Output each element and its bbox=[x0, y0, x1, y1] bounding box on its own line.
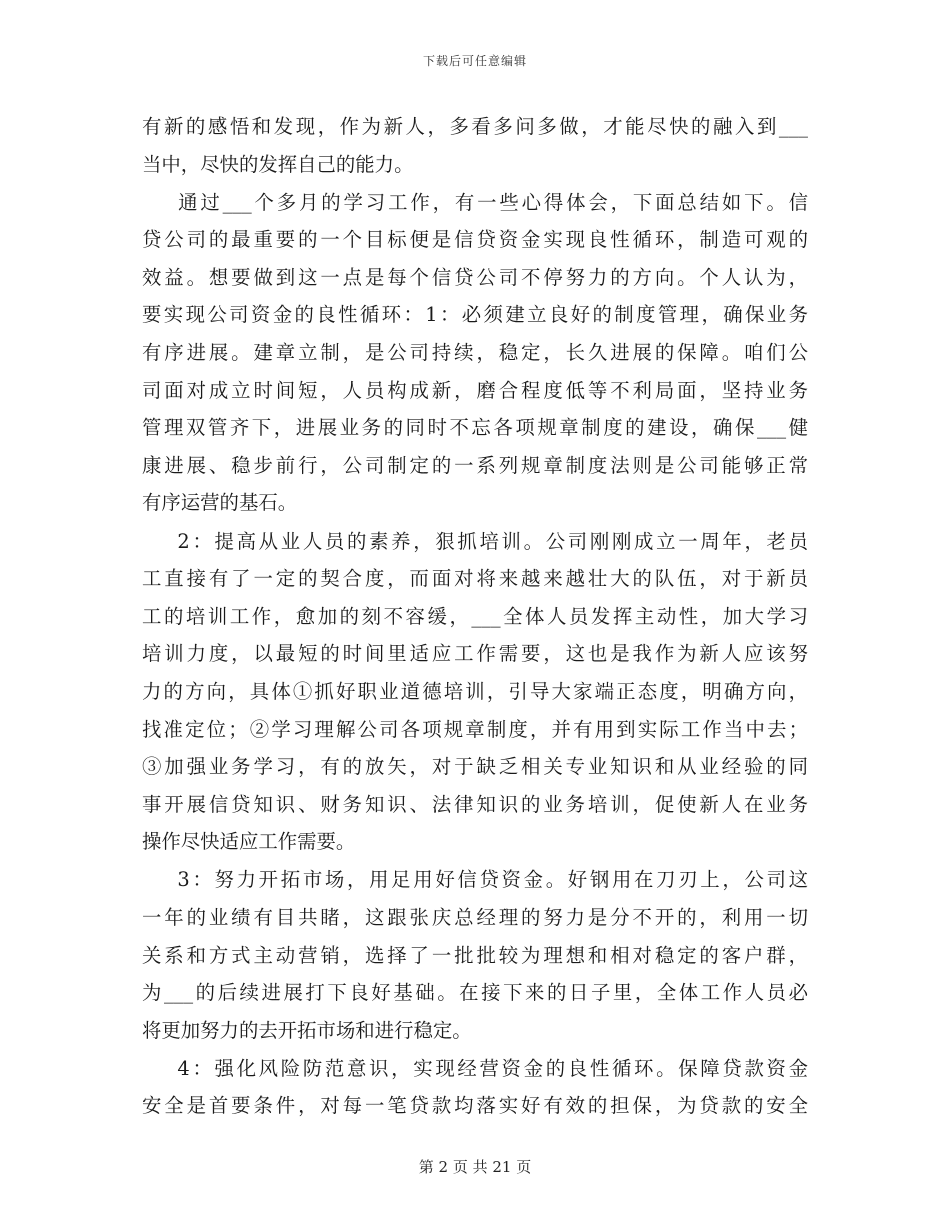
text-line: 司面对成立时间短，人员构成新，磨合程度低等不利局面，坚持业务 bbox=[142, 378, 808, 402]
text-line: 通过___个多月的学习工作，有一些心得体会，下面总结如下。信 bbox=[142, 190, 808, 214]
paragraph-4 bbox=[142, 861, 808, 1049]
text-line: 有序运营的基石。 bbox=[142, 491, 298, 515]
text-line: 贷公司的最重要的一个目标便是信贷资金实现良性循环，制造可观的 bbox=[142, 228, 808, 252]
paragraph-5 bbox=[142, 1050, 808, 1125]
text-line: 关系和方式主动营销，选择了一批批较为理想和相对稳定的客户群， bbox=[142, 943, 808, 967]
text-line: 一年的业绩有目共睹，这跟张庆总经理的努力是分不开的，利用一切 bbox=[142, 905, 808, 929]
text-line: 将更加努力的去开拓市场和进行稳定。 bbox=[142, 1018, 472, 1042]
text-line: 3：努力开拓市场，用足用好信贷资金。好钢用在刀刃上，公司这 bbox=[142, 868, 808, 892]
page-number-footer: 第 2 页 共 21 页 bbox=[418, 1158, 532, 1176]
document-body bbox=[142, 108, 808, 1126]
text-line: 有序进展。建章立制，是公司持续，稳定，长久进展的保障。咱们公 bbox=[142, 341, 808, 365]
text-line: 事开展信贷知识、财务知识、法律知识的业务培训，促使新人在业务 bbox=[142, 792, 808, 816]
text-line: 有新的感悟和发现，作为新人，多看多问多做，才能尽快的融入到___ bbox=[142, 115, 808, 138]
text-line: 为___的后续进展打下良好基础。在接下来的日子里，全体工作人员必 bbox=[142, 981, 808, 1005]
text-line: 康进展、稳步前行，公司制定的一系列规章制度法则是公司能够正常 bbox=[142, 453, 808, 477]
text-line: 安全是首要条件，对每一笔贷款均落实好有效的担保，为贷款的安全 bbox=[142, 1094, 808, 1118]
text-line: 培训力度，以最短的时间里适应工作需要，这也是我作为新人应该努 bbox=[142, 642, 808, 666]
text-line: 当中，尽快的发挥自己的能力。 bbox=[142, 152, 414, 176]
text-line: 找准定位；②学习理解公司各项规章制度，并有用到实际工作当中去； bbox=[142, 717, 808, 741]
page-header: 下载后可任意编辑 bbox=[422, 54, 527, 68]
text-line: 操作尽快适应工作需要。 bbox=[142, 830, 356, 854]
text-line: 工的培训工作，愈加的刻不容缓，___全体人员发挥主动性，加大学习 bbox=[142, 604, 808, 628]
text-line: ③加强业务学习，有的放矢，对于缺乏相关专业知识和从业经验的同 bbox=[142, 755, 808, 779]
paragraph-3 bbox=[142, 523, 808, 861]
text-line: 4：强化风险防范意识，实现经营资金的良性循环。保障贷款资金 bbox=[142, 1056, 808, 1080]
text-line: 力的方向，具体①抓好职业道德培训，引导大家端正态度，明确方向， bbox=[142, 679, 808, 703]
paragraph-2 bbox=[142, 184, 808, 522]
text-line: 效益。想要做到这一点是每个信贷公司不停努力的方向。个人认为， bbox=[142, 265, 808, 289]
paragraph-1 bbox=[142, 108, 808, 183]
text-line: 2：提高从业人员的素养，狠抓培训。公司刚刚成立一周年，老员 bbox=[142, 529, 808, 553]
text-line: 工直接有了一定的契合度，而面对将来越来越壮大的队伍，对于新员 bbox=[142, 567, 808, 591]
text-line: 要实现公司资金的良性循环：1：必须建立良好的制度管理，确保业务 bbox=[142, 303, 808, 327]
text-line: 管理双管齐下，进展业务的同时不忘各项规章制度的建设，确保___健 bbox=[142, 416, 808, 440]
